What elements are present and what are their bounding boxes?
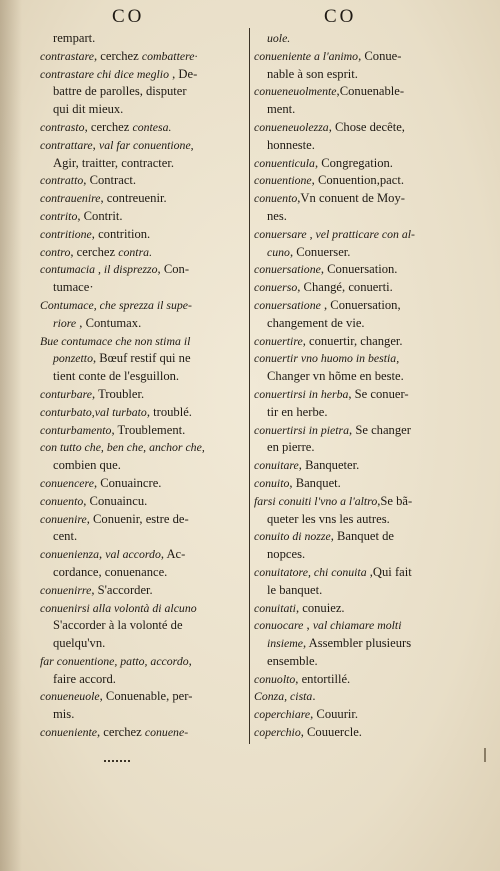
italian-term: combattere· [141,48,198,63]
italian-term: farsi conuiti l'vno a l'altro [254,493,378,508]
italian-term: contrito [40,208,78,223]
italian-term: conuitatore, chi conuita [254,564,367,579]
italian-term: conueneuolmente [254,84,337,99]
italian-term: conuenticula [254,155,315,170]
italian-term: Conza, cista [254,689,313,704]
italian-term: conturbamento [40,422,112,437]
entry-line [40,671,245,689]
italian-term: insieme [267,636,304,651]
entry-line [40,528,245,546]
italian-term: conuertire [254,333,303,348]
french-gloss: battre de parolles, disputer [53,84,187,99]
french-gloss: ,Vn conuent de Moy- [297,191,405,206]
entry-line [40,706,245,724]
french-gloss: , Conuention,pact. [311,173,404,188]
french-gloss: , Conuaincu. [83,493,148,508]
french-gloss: , Banquet. [289,475,341,490]
italian-term: contrauenire [40,191,101,206]
entry-line [40,244,245,262]
french-gloss: nable à son esprit. [267,66,358,81]
entry-line [254,706,466,724]
entry-line [254,119,466,137]
italian-term: conuenirre [40,582,92,597]
french-gloss: , Conuenir, estre de- [86,511,189,526]
entry-line [40,724,245,742]
entry-line [254,48,466,66]
entry-line [40,688,245,706]
italian-term: conuencere [40,475,94,490]
french-gloss: , Se conuer- [348,386,409,401]
entry-line [254,457,466,475]
entry-line [40,190,245,208]
french-gloss: , conuiez. [295,600,345,615]
french-gloss: tumace· [53,280,94,295]
french-gloss: ment. [267,102,296,117]
entry-line [254,279,466,297]
french-gloss: , cerchez [70,244,119,259]
entry-line [40,261,245,279]
french-gloss: , Conuersation. [320,262,398,277]
entry-line [254,439,466,457]
entry-line [254,617,466,635]
french-gloss: , Banqueter. [298,458,360,473]
french-gloss: tir en herbe. [267,404,328,419]
entry-line [254,600,466,618]
italian-term: contesa. [132,119,172,134]
italian-term: far conuentione, patto, accordo [40,653,189,668]
entry-line [254,688,466,706]
entry-line [254,368,466,386]
french-gloss: , Bœuf restif qui ne [92,351,191,366]
entry-line [254,226,466,244]
entry-line [40,404,245,422]
french-gloss: tient conte de l'esguillon. [53,369,180,384]
french-gloss: , Se changer [349,422,411,437]
italian-term: contro [40,244,71,259]
italian-term: conuolto [254,671,296,686]
entry-line [40,48,245,66]
french-gloss: , [303,618,313,633]
italian-term: conuocare [254,618,304,633]
italian-term: contumacia , il disprezzo [40,262,158,277]
entry-line [40,172,245,190]
italian-term: contratto [40,173,84,188]
french-gloss: , cerchez [93,48,142,63]
spine-shadow [0,0,22,871]
french-gloss: , cerchez [97,725,145,740]
entry-line [254,528,466,546]
entry-line [254,297,466,315]
italian-term: contrasto [40,119,85,134]
entry-line [40,635,245,653]
italian-term: val far conuentione, [98,137,194,152]
italian-term: conuene- [144,725,189,740]
french-gloss: , Conue- [358,48,402,63]
italian-term: conuenienza [40,547,99,562]
entry-line [40,208,245,226]
french-gloss: , Conuersation, [320,297,401,312]
french-gloss: , cerchez [84,119,133,134]
entry-line [254,83,466,101]
french-gloss: , Assembler plusieurs [303,636,412,651]
french-gloss: , Con- [157,262,190,277]
catchword-mark [104,760,130,765]
french-gloss: rempart. [53,31,96,45]
french-gloss: , contrition. [91,226,151,241]
entry-line [40,30,245,48]
french-gloss: , [92,137,99,152]
entry-line [40,457,245,475]
italian-term: conuito di nozze [254,529,331,544]
french-gloss: , entortillé. [295,671,351,686]
entry-line [254,422,466,440]
entry-line [254,546,466,564]
french-gloss: , Contrit. [77,208,123,223]
italian-term: conuento [254,191,298,206]
french-gloss: queter les vns les autres. [267,511,390,526]
entry-line [40,582,245,600]
entry-line [254,190,466,208]
column-divider [249,28,250,744]
italian-term: Bue contumace che non stima il [40,333,191,348]
entry-line [254,155,466,173]
italian-term: con tutto che, ben che, anchor che, [40,440,205,455]
italian-term: conueneuole [40,689,100,704]
entry-line [40,564,245,582]
french-gloss: qui dit mieux. [53,102,124,117]
entry-line [40,83,245,101]
french-gloss: , De- [168,66,198,81]
french-gloss: cent. [53,529,78,544]
entry-line [40,137,245,155]
french-gloss: , Changé, conuerti. [297,280,393,295]
entry-line [40,600,245,618]
french-gloss: , conuertir, changer. [302,333,403,348]
italian-term: val accordo [105,547,161,562]
italian-term: conuertir vno huomo in bestia, [254,351,400,366]
entry-line [254,66,466,84]
french-gloss: , Conuerser. [289,244,351,259]
entry-line [40,350,245,368]
italian-term: contra. [118,244,153,259]
entry-line [254,244,466,262]
entry-line [254,350,466,368]
entry-line [40,279,245,297]
entry-line [254,582,466,600]
italian-term: contrattare [40,137,93,152]
italian-term: contritione [40,226,92,241]
italian-term: conuito [254,475,290,490]
entry-line [40,475,245,493]
french-gloss: , Banquet de [330,529,394,544]
french-gloss: , Ac- [160,547,186,562]
french-gloss: nopces. [267,547,306,562]
french-gloss: mis. [53,707,75,722]
entry-line [40,386,245,404]
italian-term: conuitati [254,600,296,615]
french-gloss: S'accorder à la volonté de [53,618,183,633]
italian-term: conuitare [254,458,299,473]
italian-term: conueniente [40,725,97,740]
french-gloss: , contreuenir. [100,191,167,206]
entry-line [254,404,466,422]
entry-line [254,475,466,493]
french-gloss: , Conuaincre. [93,475,162,490]
entry-line [40,439,245,457]
entry-line [254,333,466,351]
french-gloss: , Troubler. [92,386,145,401]
french-gloss: , troublé. [146,404,192,419]
french-gloss: cordance, conuenance. [53,564,168,579]
entry-line [40,653,245,671]
italian-term: conuersatione [254,262,321,277]
entry-line [254,261,466,279]
french-gloss: . [312,689,316,704]
french-gloss: changement de vie. [267,315,365,330]
french-gloss: ,Conuenable- [336,84,405,99]
italian-term: contrastare [40,48,94,63]
italian-term: riore [53,315,77,330]
entry-line [254,564,466,582]
italian-term: conuertirsi in pietra [254,422,350,437]
french-gloss: , Congregation. [314,155,393,170]
entry-line [254,172,466,190]
italian-term: cuno [267,244,290,259]
french-gloss: le banquet. [267,582,323,597]
entry-line [254,671,466,689]
italian-term: conuento [40,493,84,508]
french-gloss: , Contract. [83,173,137,188]
entry-line [254,635,466,653]
right-column [254,30,466,742]
entry-line [254,101,466,119]
left-headword: CO [112,6,145,27]
italian-term: conturbare [40,386,92,401]
entry-line [40,368,245,386]
french-gloss: , Couuercle. [300,725,362,740]
entry-line [40,226,245,244]
italian-term: conuersare , vel pratticare con al- [254,226,415,241]
left-column [40,30,245,742]
entry-line [254,137,466,155]
french-gloss: en pierre. [267,440,315,455]
entry-line [254,386,466,404]
french-gloss: honneste. [267,137,315,152]
entry-line [254,724,466,742]
entry-line [40,119,245,137]
right-headword: CO [324,6,357,27]
italian-term: coperchio [254,725,301,740]
italian-term: conuersatione [254,297,321,312]
french-gloss: , Conuenable, per- [99,689,193,704]
entry-line [40,66,245,84]
french-gloss: faire accord. [53,671,116,686]
entry-line [40,493,245,511]
italian-term: conuertirsi in herba [254,386,349,401]
french-gloss: , S'accorder. [91,582,153,597]
french-gloss: , [188,653,192,668]
entry-line [254,653,466,671]
italian-term: conuenire [40,511,87,526]
french-gloss: Changer vn hõme en beste. [267,369,404,384]
french-gloss: ,Qui fait [366,564,412,579]
entry-line [40,101,245,119]
italian-term: coperchiare [254,707,311,722]
italian-term: contrastare chi dice meglio [40,66,169,81]
entry-line [254,511,466,529]
entry-line [254,493,466,511]
french-gloss: , Troublement. [111,422,186,437]
entry-line [254,315,466,333]
french-gloss: ensemble. [267,653,318,668]
entry-line [40,546,245,564]
entry-line [40,315,245,333]
italian-term: conuentione [254,173,312,188]
italian-term: conueniente a l'animo [254,48,359,63]
entry-line [254,208,466,226]
french-gloss: ,Se bã- [377,493,413,508]
entry-line [40,297,245,315]
french-gloss: , Chose decête, [328,119,405,134]
french-gloss: , [98,547,106,562]
italian-term: conueneuolezza [254,119,329,134]
entry-line [40,155,245,173]
italian-term: conturbato,val turbato [40,404,147,419]
entry-line [40,617,245,635]
italian-term: Contumace, che sprezza il supe- [40,297,192,312]
italian-term: val chiamare molti [312,618,402,633]
entry-line [40,511,245,529]
italian-term: conuerso [254,280,298,295]
italian-term: conuenirsi alla volontà di alcuno [40,600,197,615]
entry-line [40,333,245,351]
french-gloss: , Couurir. [310,707,359,722]
italian-term: uole. [267,31,291,45]
edge-mark [484,748,486,762]
italian-term: ponzetto [53,351,93,366]
entry-line [254,30,466,48]
french-gloss: Agir, traitter, contracter. [53,155,175,170]
french-gloss: combien que. [53,458,121,473]
french-gloss: , Contumax. [76,315,142,330]
entry-line [40,422,245,440]
french-gloss: nes. [267,208,287,223]
french-gloss: quelqu'vn. [53,636,106,651]
